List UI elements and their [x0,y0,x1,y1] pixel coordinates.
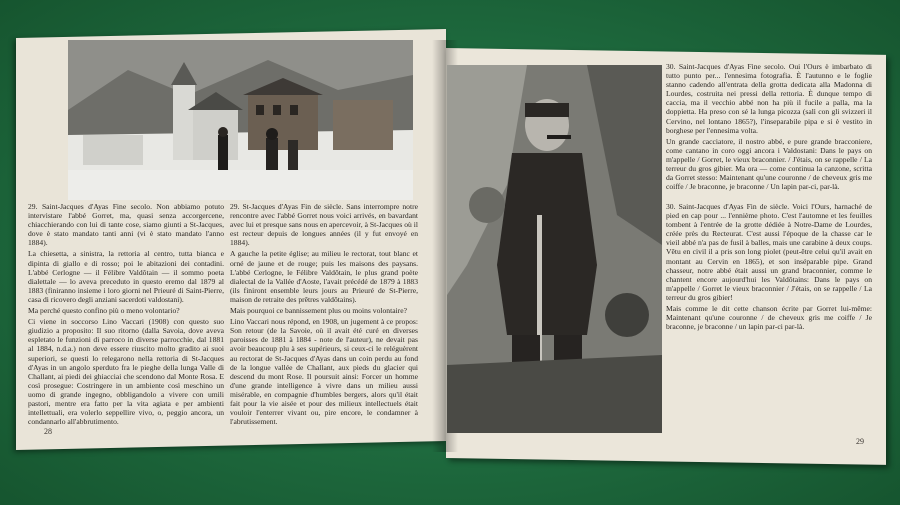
caption-paragraph: 29. Saint-Jacques d'Ayas Fine secolo. Non abbiamo potuto intervistare l'abbé Gorret, ma, quasi senza accorgercene, chiacchierando con lui di tante cose, siamo giunti a St-Jacques, dove è stato mandato tanti anni (vi è stato mandato l'anno 1884). [28,202,224,248]
photo-village-church [68,40,413,200]
left-page-column-french [230,202,418,430]
body-paragraph: Mais comme le dit cette chanson écrite par Gorret lui-même: Maintenant qu'une couronne / de cheveux gris me coiffe / Je braconne, je braconne / un lapin par-ci par-là. [666,304,872,332]
right-page-column-italian [666,62,872,200]
page-number-right: 29 [856,437,864,446]
body-paragraph: La chiesetta, a sinistra, la rettoria al centro, tutta bianca e dipinta di giallo e di rosso; poi le abitazioni dei contadini. L'abbé Cerlogne — il Félibre Valdôtain — il sommo poeta dialettale — lo aveva preceduto in questo eremo dal 1879 al 1883 (finiranno insieme i loro giorni nel Prieuré di Saint-Pierre, casa di ricovero degli anziani sacerdoti valdostani). [28,249,224,304]
right-page-column-french [666,202,872,434]
body-paragraph: Un grande cacciatore, il nostro abbé, e pure grande bracconiere, come cantano in coro oggi ancora i Valdostani: Dans le pays on m'appelle / Gorret, le vieux braconnier. / J'étais, on se rappelle / La terreur du gros gibier. Ma ora — come continua la canzone, scritta da Gorret stesso: Maintenant qu'une couronne / de cheveux gris me coiffe / Je braconne, je braconne / Un lapin par-ci, par-là. [666,136,872,192]
caption-paragraph: 30. Saint-Jacques d'Ayas Fine secolo. Oui l'Ours è imbarbato di tutto punto per... l'ennesima fotografia. È l'autunno e le foglie stanno cadendo all'entrata della grotta dedicata alla Madonna di Lourdes, costruita nei pressi della rettoria. È dunque tempo di caccia, ma il vecchio abbé non ha più il fucile a palla, ma la doppietta. Ha preso con sé la lunga picozza (salì con gli svizzeri il Cervino, nel lontano 1865?), l'inseparabile pipa e si è vestito in borghese per l'ennesima volta. [666,62,872,135]
body-paragraph: Ci viene in soccorso Lino Vaccari (1908) con questo suo giudizio a proposito: Il suo ritorno (dalla Savoia, dove aveva espletato le funzioni di parroco in diverse parrocchie, dal 1881 al 1884, n.d.a.) non deve essere riuscito molto gradito ai suoi superiori, se questi lo relegarono nella rettoria di St-Jacques d'Ayas in un angolo sperduto fra le pieghe della lunga Valle di Challant, ai piedi dei ghiacciai che scendono dal Monte Rosa. E così prosegue: Costringere in un ambiente così meschino un uomo di grande ingegno, obbligandolo a vivere con umili pastori, mentre era fatto per la vita agiata e per ambienti intellettuali, era volerlo seppellire vivo, o, peggio ancora, un condannarlo all'abbrutimento. [28,317,224,427]
body-paragraph: A gauche la petite église; au milieu le rectorat, tout blanc et orné de jaune et de rouge; puis les maisons des paysans. L'abbé Cerlogne, le Félibre Valdôtain, le plus grand poète dialectal de la Vallée d'Aoste, l'avait précédé de 1879 à 1883 (ils finiront ensemble leurs jours au Prieuré de St-Pierre, maison de retraite des prêtres valdôtains). [230,249,418,304]
page-number-left: 28 [44,427,52,436]
caption-paragraph: 30. Saint-Jacques d'Ayas Fin de siècle. Voici l'Ours, harnaché de pied en cap pour ... l'ennième photo. C'est l'automne et les feuilles tombent à l'entrée de la grotte dédiée à Notre-Dame de Lourdes, créée près du Recteurat. C'est aussi l'époque de la chasse car le vieil abbé n'a pas de fusil à balles, mais une carabine à deux coups. Vêtu en civil il a pris son long piolet (peut-être celui qu'il avait en montant au Cervin en 1865), et son inséparable pipe. Grand chasseur, notre abbé était aussi un grand braconnier, comme le chantent encore aujourd'hui les Valdôtains: Dans le pays on m'appelle / Gorret le vieux braconnier / J'étais, on se rappelle / La terreur du gros gibier! [666,202,872,302]
body-paragraph: Mais pourquoi ce bannissement plus ou moins volontaire? [230,306,407,316]
photo-abbe-gorret-portrait [447,65,662,433]
body-paragraph: Lino Vaccari nous répond, en 1908, un jugement à ce propos: Son retour (de la Savoie, où il avait été curé en diverses paroisses de 1881 à 1884 - note de l'auteur), ne devait pas avoir beaucoup plu à ses supérieurs, si ceux-ci le reléguèrent au rectorat de St-Jacques d'Ayas dans un coin perdu au fond de la longue vallée de Challant, aux pieds du glacier qui descend du mont Rose. Il poursuit ainsi: Forcer un homme d'une grande intelligence à vivre dans un milieu aussi misérable, en compagnie d'humbles bergers, alors qu'il était fait pour la vie aisée et pour des milieux intellectuels était vouloir l'enterrer vivant ou, pire encore, le condamner à l'abrutissement. [230,317,418,427]
body-paragraph: Ma perché questo confino più o meno volontario? [28,306,180,316]
left-page-column-italian [28,202,224,430]
caption-paragraph: 29. St-Jacques d'Ayas Fin de siècle. Sans interrompre notre rencontre avec l'abbé Gorret nous voici arrivés, en bavardant avec lui et presque sans nous en apercevoir, à St-Jacques où il est recteur depuis de longues années (il y fut envoyé en 1884). [230,202,418,248]
